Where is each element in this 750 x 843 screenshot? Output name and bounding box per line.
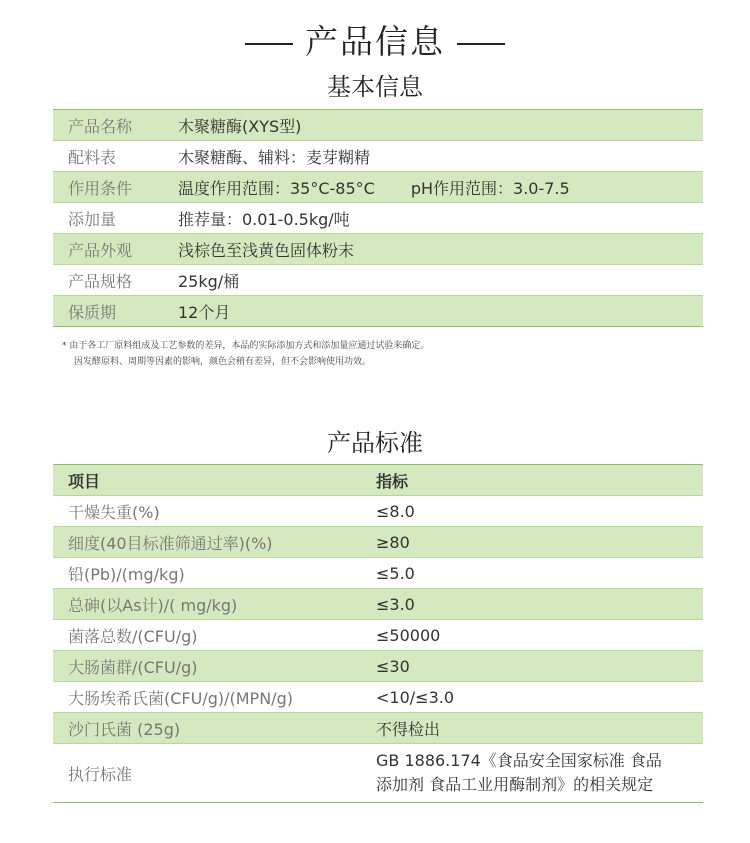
row-value: 木聚糖酶、辅料：麦芽糊精 [163,141,703,172]
row-label: 配料表 [53,141,163,172]
item-cell: 干燥失重(%) [53,496,361,527]
index-cell: ≤30 [361,651,703,682]
index-cell: ≤5.0 [361,558,703,589]
item-cell: 大肠菌群/(CFU/g) [53,651,361,682]
row-value: 推荐量：0.01-0.5kg/吨 [163,203,703,234]
row-value: 12个月 [163,296,703,327]
item-cell: 大肠埃希氏菌(CFU/g)/(MPN/g) [53,682,361,713]
table-row [53,172,703,203]
table-row [53,713,703,744]
row-value: 25kg/桶 [163,265,703,296]
title-dash-right [457,43,505,45]
row-label: 产品名称 [53,110,163,141]
title-dash-left [245,43,293,45]
footnote-line-1: * 由于各工厂原料组成及工艺参数的差异，本品的实际添加方式和添加量应通过试验来确定。 [62,341,430,351]
index-cell: ≤50000 [361,620,703,651]
footnote [62,338,429,370]
temperature-range: 温度作用范围：35°C-85°C [178,178,375,198]
basic-info-table [53,109,703,327]
table-row [53,141,703,172]
index-cell: ≤3.0 [361,589,703,620]
ph-range: pH作用范围：3.0-7.5 [410,178,570,198]
row-value: 浅棕色至浅黄色固体粉末 [163,234,703,265]
header-index: 指标 [361,465,703,496]
standard-line-1: GB 1886.174《食品安全国家标准 食品 [376,751,662,770]
item-cell: 细度(40目标准筛通过率)(%) [53,527,361,558]
table-row [53,682,703,713]
index-cell: <10/≤3.0 [361,682,703,713]
standard-table [53,464,703,803]
row-value [163,172,703,203]
table-row [53,496,703,527]
row-label: 产品规格 [53,265,163,296]
header-item: 项目 [53,465,361,496]
index-cell: ≥80 [361,527,703,558]
item-cell: 执行标准 [53,744,361,803]
row-label: 作用条件 [53,172,163,203]
row-label: 添加量 [53,203,163,234]
table-row [53,651,703,682]
table-row [53,234,703,265]
index-cell: 不得检出 [361,713,703,744]
table-row [53,265,703,296]
table-row [53,620,703,651]
table-row [53,558,703,589]
table-row [53,110,703,141]
item-cell: 铅(Pb)/(mg/kg) [53,558,361,589]
basic-info-title: 基本信息 [327,73,423,101]
page-title-text: 产品信息 [305,22,445,61]
index-cell: ≤8.0 [361,496,703,527]
index-cell [361,744,703,803]
row-value: 木聚糖酶(XYS型) [163,110,703,141]
footnote-line-2: 因发酵原料、周期等因素的影响，颜色会稍有差异，但不会影响使用功效。 [74,357,372,367]
item-cell: 总砷(以As计)/( mg/kg) [53,589,361,620]
item-cell: 菌落总数/(CFU/g) [53,620,361,651]
row-label: 保质期 [53,296,163,327]
standard-line-2: 添加剂 食品工业用酶制剂》的相关规定 [376,775,654,794]
standard-title: 产品标准 [327,429,423,457]
table-row [53,203,703,234]
page-title [0,16,750,63]
table-row [53,296,703,327]
item-cell: 沙门氏菌 (25g) [53,713,361,744]
table-header-row [53,465,703,496]
table-row [53,744,703,803]
table-row [53,589,703,620]
row-label: 产品外观 [53,234,163,265]
table-row [53,527,703,558]
